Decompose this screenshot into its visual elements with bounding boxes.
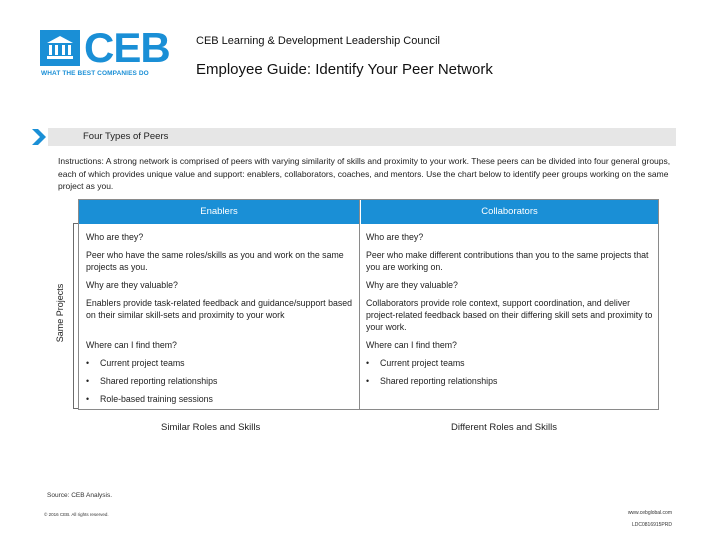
y-axis-label xyxy=(47,215,73,410)
page-title: Employee Guide: Identify Your Peer Network xyxy=(196,61,493,78)
enablers-why-answer: Enablers provide task-related feedback and guidance/support based on their similar skill-sets and proximity to your work xyxy=(86,298,353,320)
list-item: • Role-based training sessions xyxy=(86,394,213,404)
section-header-bar xyxy=(48,128,676,146)
list-item: • Shared reporting relationships xyxy=(86,376,218,386)
chevron-right-icon xyxy=(32,129,46,145)
peer-matrix-table xyxy=(78,199,659,410)
collaborators-who-question: Who are they? xyxy=(366,232,424,242)
collaborators-header: Collaborators xyxy=(361,200,658,224)
collaborators-where-question: Where can I find them? xyxy=(366,340,457,350)
section-title: Four Types of Peers xyxy=(83,131,169,142)
ceb-logo xyxy=(40,24,180,82)
copyright-note: © 2016 CEB. All rights reserved. xyxy=(44,512,109,517)
enablers-why-question: Why are they valuable? xyxy=(86,280,178,290)
collaborators-why-answer: Collaborators provide role context, support coordination, and deliver project-related feedback based on their differing skill sets and proximity to your work. xyxy=(366,298,653,332)
source-note: Source: CEB Analysis. xyxy=(47,492,113,499)
website-link[interactable]: www.cebglobal.com xyxy=(627,510,672,516)
enablers-where-question: Where can I find them? xyxy=(86,340,177,350)
document-code: LDC0816915PRD xyxy=(631,522,672,528)
list-item: • Current project teams xyxy=(366,358,465,368)
list-item: • Current project teams xyxy=(86,358,185,368)
column-divider xyxy=(359,200,360,409)
y-axis-label-text: Same Projects xyxy=(55,283,65,342)
building-icon xyxy=(40,30,80,66)
collaborators-who-answer: Peer who make different contributions than you to the same projects that you are working on. xyxy=(366,250,649,272)
enablers-who-answer: Peer who have the same roles/skills as you and work on the same projects as you. xyxy=(86,250,344,272)
enablers-who-question: Who are they? xyxy=(86,232,144,242)
council-name: CEB Learning & Development Leadership Council xyxy=(196,35,440,47)
collaborators-why-question: Why are they valuable? xyxy=(366,280,458,290)
x-axis-label-left: Similar Roles and Skills xyxy=(161,422,261,433)
enablers-header: Enablers xyxy=(79,200,359,224)
logo-wordmark: CEB xyxy=(84,24,170,71)
x-axis-label-right: Different Roles and Skills xyxy=(451,422,557,433)
list-item: • Shared reporting relationships xyxy=(366,376,498,386)
instructions-text: Instructions: A strong network is comprised of peers with varying similarity of skills and proximity to your work. These peers can be divided into four general groups, each of which provides unique value and support: enablers, collaborators, coaches, and mentors. Use the chart below to identify peer groups working on the same project as you. xyxy=(58,156,671,191)
logo-tagline: WHAT THE BEST COMPANIES DO xyxy=(41,70,149,77)
